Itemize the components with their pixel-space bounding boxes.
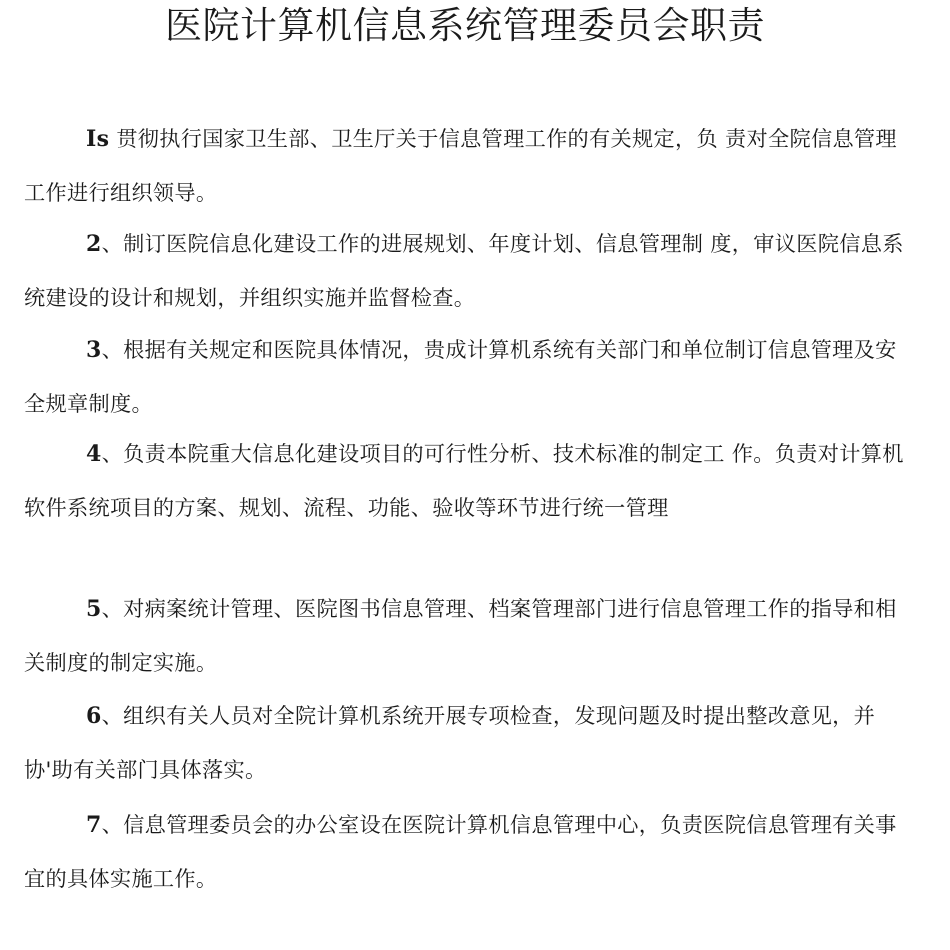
item-number: 2 bbox=[86, 231, 102, 257]
item-number: 4 bbox=[86, 441, 102, 467]
duty-item-1 bbox=[24, 112, 908, 220]
duty-item-6 bbox=[24, 689, 908, 797]
item-text: 、根据有关规定和医院具体情况，贵成计算机系统有关部门和单位制订信息管理及安全规章制度。 bbox=[24, 337, 897, 416]
item-text: 、制订医院信息化建设工作的进展规划、年度计划、信息管理制 度，审议医院信息系统建设的设计和规划，并组织实施并监督检查。 bbox=[24, 231, 904, 310]
item-text: 、对病案统计管理、医院图书信息管理、档案管理部门进行信息管理工作的指导和相关制度的制定实施。 bbox=[24, 596, 897, 675]
duty-item-4 bbox=[24, 427, 908, 535]
item-number: 7 bbox=[86, 812, 102, 838]
document-title: 医院计算机信息系统管理委员会职责 bbox=[165, 4, 765, 47]
item-text: 、信息管理委员会的办公室设在医院计算机信息管理中心，负责医院信息管理有关事宜的具体实施工作。 bbox=[24, 812, 897, 891]
item-text: 贯彻执行国家卫生部、卫生厅关于信息管理工作的有关规定，负 责对全院信息管理工作进行组织领导。 bbox=[24, 126, 897, 205]
duty-item-7 bbox=[24, 798, 908, 906]
item-number: 3 bbox=[86, 337, 102, 363]
item-number: Is bbox=[86, 126, 110, 152]
duty-item-5 bbox=[24, 582, 908, 690]
item-text: 、负责本院重大信息化建设项目的可行性分析、技术标准的制定工 作。负责对计算机软件系统项目的方案、规划、流程、功能、验收等环节进行统一管理 bbox=[24, 441, 904, 520]
duty-item-3 bbox=[24, 323, 908, 431]
duty-item-2 bbox=[24, 217, 908, 325]
item-text: 、组织有关人员对全院计算机系统开展专项检查，发现问题及时提出整改意见，并协'助有关部门具体落实。 bbox=[24, 703, 876, 782]
item-number: 6 bbox=[86, 703, 102, 729]
item-number: 5 bbox=[86, 596, 102, 622]
